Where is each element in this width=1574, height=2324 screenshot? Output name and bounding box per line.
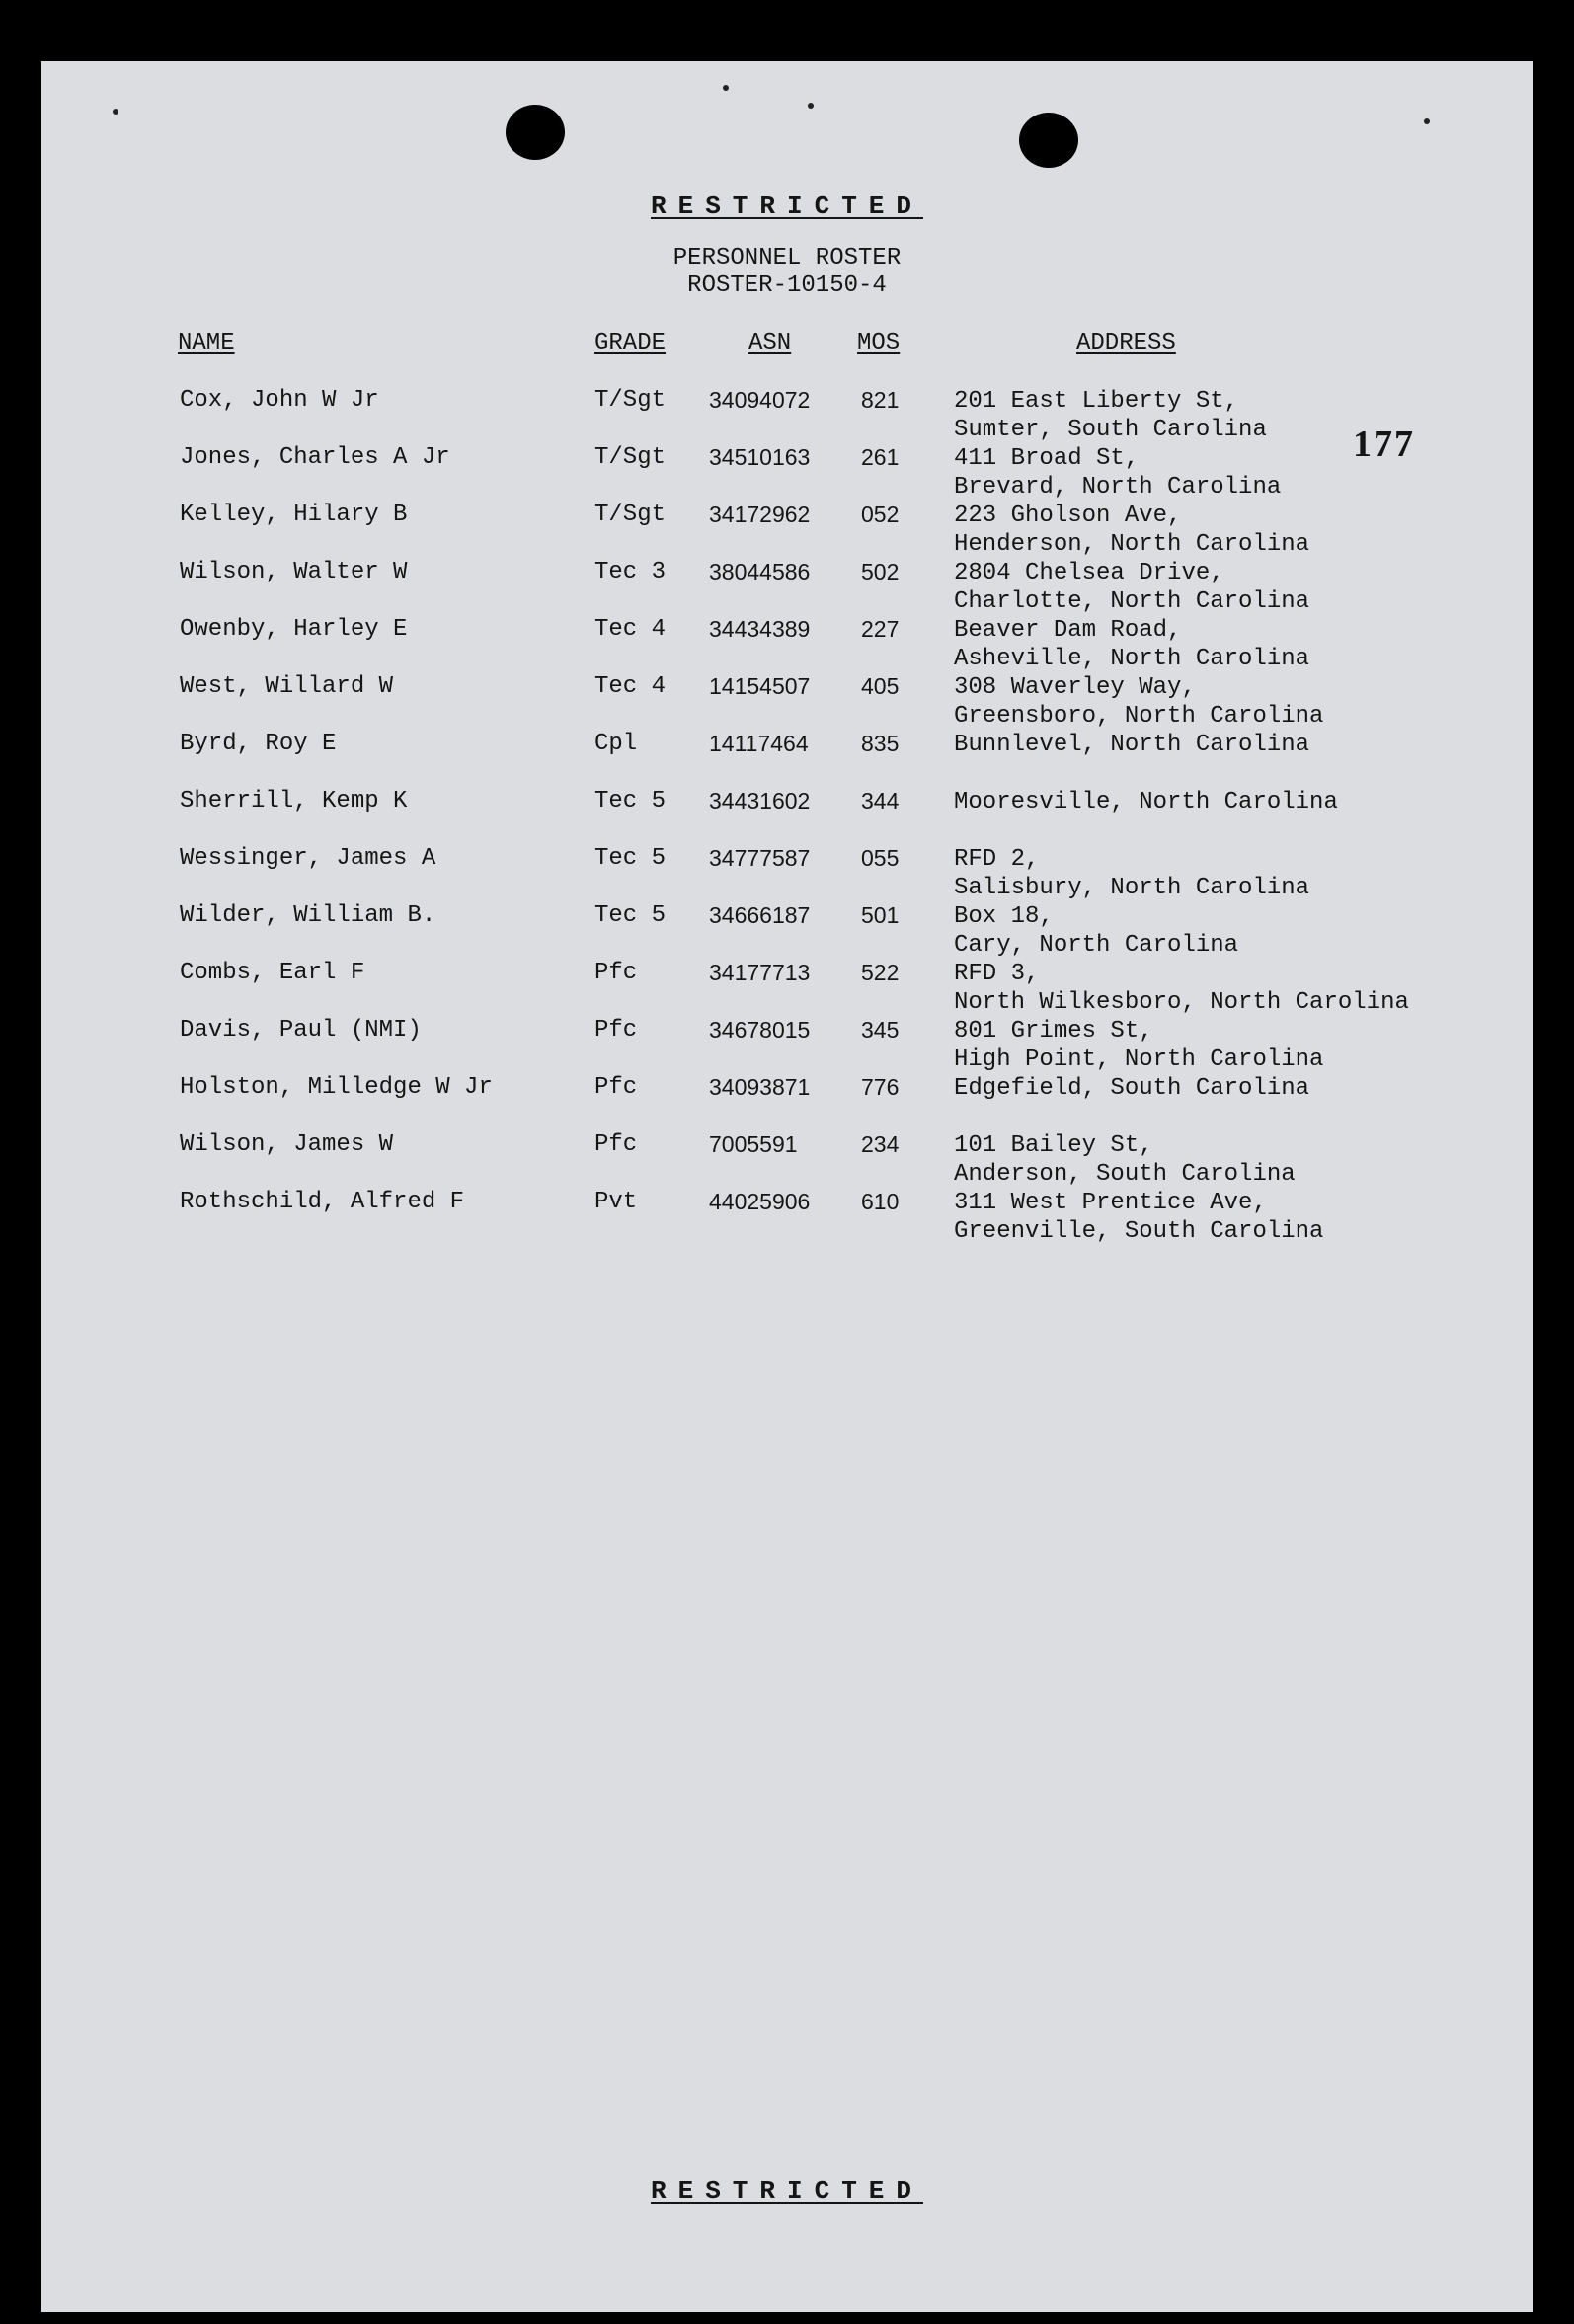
document-page <box>41 61 1533 2312</box>
cell-address <box>954 1131 1296 1189</box>
roster-row <box>41 444 1533 502</box>
address-line-1: Mooresville, North Carolina <box>954 789 1338 815</box>
cell-mos: 261 <box>861 444 900 470</box>
roster-row <box>41 960 1533 1017</box>
roster-row <box>41 845 1533 902</box>
cell-grade: Tec 5 <box>594 845 667 872</box>
roster-row <box>41 902 1533 960</box>
address-line-2: Greenville, South Carolina <box>954 1218 1324 1245</box>
cell-grade: Tec 4 <box>594 616 667 643</box>
cell-address <box>954 616 1309 673</box>
speck <box>808 103 814 109</box>
cell-asn: 14117464 <box>709 731 809 756</box>
cell-address <box>954 444 1281 502</box>
address-line-1: 201 East Liberty St, <box>954 388 1239 415</box>
cell-grade: Cpl <box>594 731 638 757</box>
address-line-1: RFD 2, <box>954 846 1040 873</box>
address-line-2: Brevard, North Carolina <box>954 474 1282 501</box>
roster-row <box>41 673 1533 731</box>
address-line-1: Box 18, <box>954 903 1054 930</box>
cell-grade: Pfc <box>594 1131 638 1158</box>
cell-asn: 34177713 <box>709 960 811 985</box>
cell-grade: Tec 5 <box>594 788 667 814</box>
roster-title <box>41 245 1533 300</box>
cell-address <box>954 1017 1323 1074</box>
cell-asn: 34093871 <box>709 1074 811 1100</box>
address-line-2: Charlotte, North Carolina <box>954 588 1310 615</box>
roster-row <box>41 1131 1533 1189</box>
header-asn: ASN <box>748 330 792 356</box>
cell-asn: 34094072 <box>709 387 811 413</box>
cell-grade: T/Sgt <box>594 502 667 528</box>
header-address: ADDRESS <box>1076 330 1176 356</box>
cell-mos: 344 <box>861 788 900 813</box>
cell-address <box>954 960 1409 1017</box>
address-line-2: Greensboro, North Carolina <box>954 703 1324 730</box>
punch-hole <box>1019 113 1078 168</box>
roster-row <box>41 1017 1533 1074</box>
cell-asn: 44025906 <box>709 1189 811 1214</box>
cell-mos: 234 <box>861 1131 900 1157</box>
cell-name: West, Willard W <box>180 673 394 700</box>
cell-mos: 052 <box>861 502 900 527</box>
cell-address <box>954 559 1309 616</box>
roster-row <box>41 788 1533 845</box>
roster-row <box>41 731 1533 788</box>
cell-mos: 835 <box>861 731 900 756</box>
address-line-2: Henderson, North Carolina <box>954 531 1310 558</box>
cell-asn: 34777587 <box>709 845 811 871</box>
cell-asn: 7005591 <box>709 1131 798 1157</box>
address-line-2: North Wilkesboro, North Carolina <box>954 989 1409 1016</box>
cell-mos: 345 <box>861 1017 900 1043</box>
header-grade: GRADE <box>594 330 667 356</box>
cell-address <box>954 502 1309 559</box>
cell-name: Byrd, Roy E <box>180 731 337 757</box>
cell-address <box>954 1074 1309 1103</box>
address-line-2: High Point, North Carolina <box>954 1046 1324 1073</box>
cell-mos: 776 <box>861 1074 900 1100</box>
cell-asn: 34678015 <box>709 1017 811 1043</box>
address-line-1: 311 West Prentice Ave, <box>954 1190 1267 1216</box>
cell-asn: 34434389 <box>709 616 811 642</box>
cell-name: Wessinger, James A <box>180 845 436 872</box>
address-line-2: Sumter, South Carolina <box>954 417 1267 443</box>
address-line-2: Cary, North Carolina <box>954 932 1239 959</box>
roster-row <box>41 387 1533 444</box>
address-line-1: Edgefield, South Carolina <box>954 1075 1310 1102</box>
cell-mos: 501 <box>861 902 900 928</box>
cell-name: Sherrill, Kemp K <box>180 788 408 814</box>
address-line-1: 2804 Chelsea Drive, <box>954 560 1224 586</box>
speck <box>1424 118 1430 124</box>
cell-address <box>954 731 1309 759</box>
cell-address <box>954 902 1238 960</box>
cell-name: Wilder, William B. <box>180 902 436 929</box>
roster-number: ROSTER-10150-4 <box>687 272 887 299</box>
address-line-1: 801 Grimes St, <box>954 1018 1153 1045</box>
security-marking-top: RESTRICTED <box>650 192 924 221</box>
roster-title-line1: PERSONNEL ROSTER <box>672 245 902 271</box>
cell-name: Owenby, Harley E <box>180 616 408 643</box>
roster-row <box>41 616 1533 673</box>
roster-row <box>41 559 1533 616</box>
cell-grade: Tec 3 <box>594 559 667 585</box>
header-mos: MOS <box>857 330 901 356</box>
cell-name: Wilson, James W <box>180 1131 394 1158</box>
cell-asn: 14154507 <box>709 673 811 699</box>
cell-asn: 34510163 <box>709 444 811 470</box>
cell-name: Rothschild, Alfred F <box>180 1189 465 1215</box>
punch-hole <box>506 105 565 160</box>
cell-address <box>954 1189 1323 1246</box>
cell-name: Jones, Charles A Jr <box>180 444 450 471</box>
cell-grade: Tec 5 <box>594 902 667 929</box>
cell-mos: 227 <box>861 616 900 642</box>
header-name: NAME <box>178 330 235 356</box>
cell-asn: 34172962 <box>709 502 811 527</box>
cell-name: Holston, Milledge W Jr <box>180 1074 493 1101</box>
page-number: 177 <box>1353 424 1415 465</box>
cell-grade: Pvt <box>594 1189 638 1215</box>
cell-name: Davis, Paul (NMI) <box>180 1017 422 1044</box>
cell-asn: 38044586 <box>709 559 811 584</box>
roster-row <box>41 1074 1533 1131</box>
cell-address <box>954 845 1309 902</box>
cell-mos: 610 <box>861 1189 900 1214</box>
cell-address <box>954 673 1323 731</box>
cell-grade: T/Sgt <box>594 444 667 471</box>
cell-mos: 821 <box>861 387 900 413</box>
cell-grade: Pfc <box>594 960 638 986</box>
address-line-1: 308 Waverley Way, <box>954 674 1196 701</box>
speck <box>113 109 118 115</box>
cell-name: Cox, John W Jr <box>180 387 379 414</box>
cell-mos: 405 <box>861 673 900 699</box>
cell-asn: 34666187 <box>709 902 811 928</box>
address-line-2: Asheville, North Carolina <box>954 646 1310 672</box>
address-line-1: Bunnlevel, North Carolina <box>954 732 1310 758</box>
address-line-1: 411 Broad St, <box>954 445 1140 472</box>
cell-mos: 055 <box>861 845 900 871</box>
cell-grade: T/Sgt <box>594 387 667 414</box>
cell-mos: 502 <box>861 559 900 584</box>
cell-asn: 34431602 <box>709 788 811 813</box>
address-line-1: Beaver Dam Road, <box>954 617 1182 644</box>
address-line-1: 223 Gholson Ave, <box>954 503 1182 529</box>
cell-name: Combs, Earl F <box>180 960 365 986</box>
roster-row <box>41 1189 1533 1246</box>
address-line-1: 101 Bailey St, <box>954 1132 1153 1159</box>
cell-name: Kelley, Hilary B <box>180 502 408 528</box>
cell-name: Wilson, Walter W <box>180 559 408 585</box>
cell-mos: 522 <box>861 960 900 985</box>
address-line-2: Salisbury, North Carolina <box>954 875 1310 901</box>
cell-grade: Pfc <box>594 1017 638 1044</box>
address-line-2: Anderson, South Carolina <box>954 1161 1296 1188</box>
cell-address <box>954 387 1267 444</box>
speck <box>723 85 729 91</box>
roster-table <box>41 387 1533 1246</box>
address-line-1: RFD 3, <box>954 961 1040 987</box>
cell-grade: Tec 4 <box>594 673 667 700</box>
cell-address <box>954 788 1338 816</box>
roster-row <box>41 502 1533 559</box>
cell-grade: Pfc <box>594 1074 638 1101</box>
security-marking-bottom: RESTRICTED <box>650 2176 924 2206</box>
